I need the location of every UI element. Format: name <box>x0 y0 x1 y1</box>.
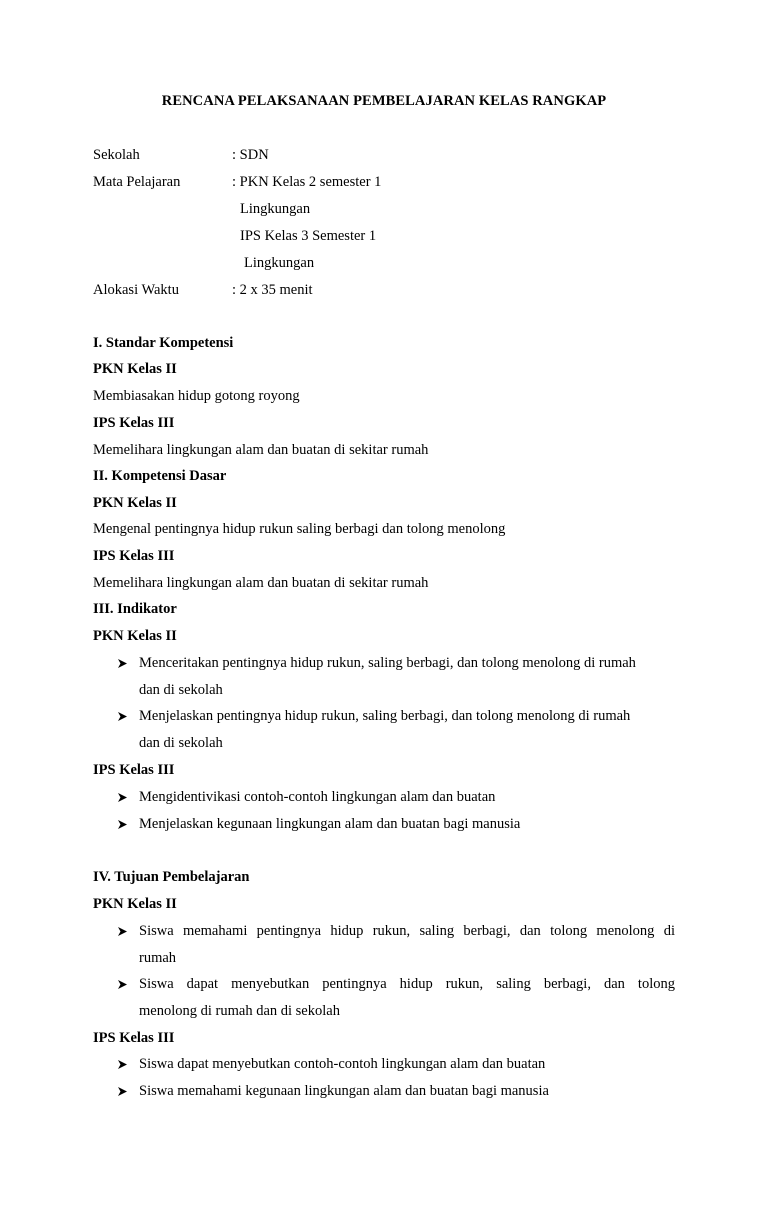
section-heading-sk: I. Standar Kompetensi <box>93 335 234 351</box>
arrowhead-bullet-icon <box>117 1055 131 1073</box>
page-title: RENCANA PELAKSANAAN PEMBELAJARAN KELAS RANGKAP <box>161 93 607 109</box>
section-heading-indikator: III. Indikator <box>93 601 177 617</box>
arrowhead-bullet-icon <box>117 975 131 993</box>
kd-ips-text: Memelihara lingkungan alam dan buatan di sekitar rumah <box>93 575 429 591</box>
sekolah-value: : SDN <box>232 147 269 163</box>
arrowhead-bullet-icon <box>117 922 131 940</box>
kd-pkn-heading: PKN Kelas II <box>93 495 177 511</box>
sk-pkn-heading: PKN Kelas II <box>93 361 177 377</box>
arrowhead-bullet-icon <box>117 1082 131 1100</box>
tujuan-pkn-bullet-2-line-1: Siswa dapat menyebutkan pentingnya hidup rukun, saling berbagi, dan tolong <box>139 976 675 992</box>
tujuan-ips-bullet-2: Siswa memahami kegunaan lingkungan alam dan buatan bagi manusia <box>139 1083 549 1099</box>
mapel-value-4: Lingkungan <box>244 255 315 271</box>
kd-pkn-text: Mengenal pentingnya hidup rukun saling berbagi dan tolong menolong <box>93 521 506 537</box>
tujuan-pkn-bullet-2-line-2: menolong di rumah dan di sekolah <box>139 1003 340 1019</box>
sekolah-label: Sekolah <box>93 147 140 163</box>
indikator-ips-heading: IPS Kelas III <box>93 762 175 778</box>
alokasi-label: Alokasi Waktu <box>93 282 179 298</box>
alokasi-value: : 2 x 35 menit <box>232 282 313 298</box>
mapel-value-3: IPS Kelas 3 Semester 1 <box>240 228 377 244</box>
indikator-pkn-heading: PKN Kelas II <box>93 628 177 644</box>
arrowhead-bullet-icon <box>117 707 131 725</box>
sk-ips-text: Memelihara lingkungan alam dan buatan di sekitar rumah <box>93 442 429 458</box>
indikator-pkn-bullet-2-line-2: dan di sekolah <box>139 735 223 751</box>
tujuan-pkn-heading: PKN Kelas II <box>93 896 177 912</box>
mapel-value-2: Lingkungan <box>240 201 311 217</box>
tujuan-pkn-bullet-1-line-1: Siswa memahami pentingnya hidup rukun, saling berbagi, dan tolong menolong di <box>139 923 675 939</box>
mapel-value-1: : PKN Kelas 2 semester 1 <box>232 174 382 190</box>
indikator-pkn-bullet-1-line-2: dan di sekolah <box>139 682 223 698</box>
arrowhead-bullet-icon <box>117 815 131 833</box>
indikator-pkn-bullet-1-line-1: Menceritakan pentingnya hidup rukun, saling berbagi, dan tolong menolong di rumah <box>139 655 636 671</box>
indikator-ips-bullet-2: Menjelaskan kegunaan lingkungan alam dan buatan bagi manusia <box>139 816 521 832</box>
mapel-label: Mata Pelajaran <box>93 174 181 190</box>
sk-pkn-text: Membiasakan hidup gotong royong <box>93 388 300 404</box>
indikator-ips-bullet-1: Mengidentivikasi contoh-contoh lingkungan alam dan buatan <box>139 789 496 805</box>
tujuan-ips-heading: IPS Kelas III <box>93 1030 175 1046</box>
kd-ips-heading: IPS Kelas III <box>93 548 175 564</box>
arrowhead-bullet-icon <box>117 654 131 672</box>
arrowhead-bullet-icon <box>117 788 131 806</box>
tujuan-pkn-bullet-1-line-2: rumah <box>139 950 177 966</box>
sk-ips-heading: IPS Kelas III <box>93 415 175 431</box>
section-heading-tujuan: IV. Tujuan Pembelajaran <box>93 869 250 885</box>
indikator-pkn-bullet-2-line-1: Menjelaskan pentingnya hidup rukun, saling berbagi, dan tolong menolong di rumah <box>139 708 631 724</box>
tujuan-ips-bullet-1: Siswa dapat menyebutkan contoh-contoh lingkungan alam dan buatan <box>139 1056 546 1072</box>
section-heading-kd: II. Kompetensi Dasar <box>93 468 227 484</box>
